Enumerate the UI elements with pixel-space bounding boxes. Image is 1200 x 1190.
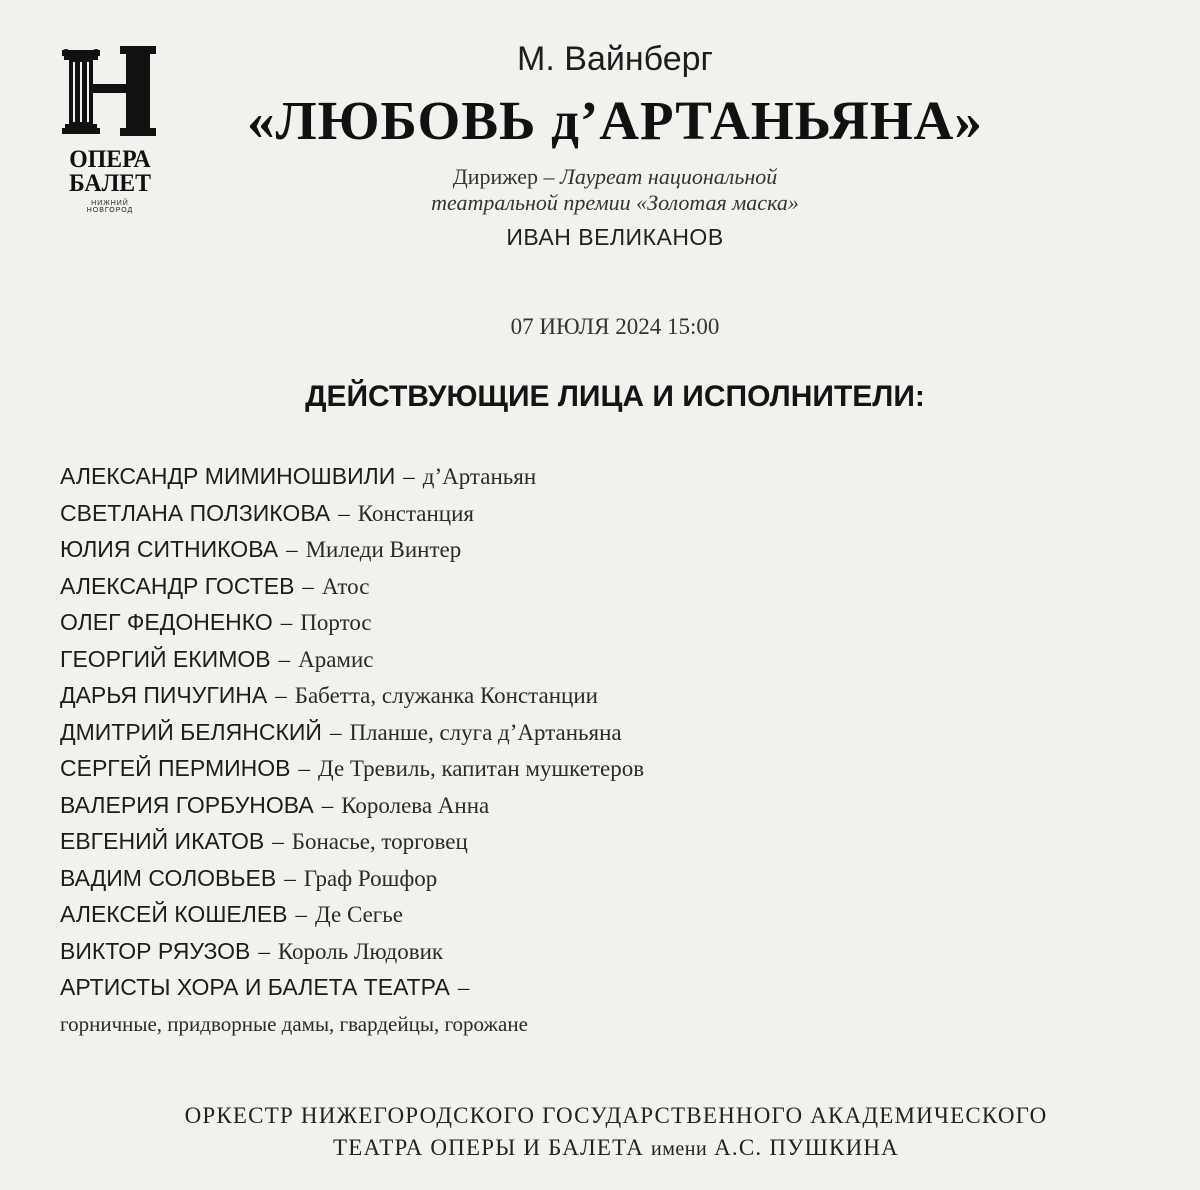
cast-row	[60, 969, 1160, 1006]
program-header	[170, 40, 1060, 251]
performer-name: ЮЛИЯ СИТНИКОВА	[60, 536, 279, 562]
dash: –	[286, 537, 298, 562]
performer-name: ДАРЬЯ ПИЧУГИНА	[60, 682, 268, 708]
role-name: Королева Анна	[341, 792, 490, 818]
dash: –	[403, 464, 415, 489]
opera-title: «ЛЮБОВЬ д’АРТАНЬЯНА»	[247, 90, 983, 151]
laureate-line1: Лауреат национальной	[559, 164, 778, 189]
dash: –	[321, 792, 334, 818]
cast-heading: ДЕЙСТВУЮЩИЕ ЛИЦА И ИСПОЛНИТЕЛИ:	[305, 380, 925, 413]
performer-name: ДМИТРИЙ БЕЛЯНСКИЙ	[60, 718, 322, 745]
performer-name: ЕВГЕНИЙ ИКАТОВ	[60, 828, 265, 854]
dash: –	[298, 756, 310, 781]
role-name: Граф Рошфор	[303, 865, 438, 891]
performer-name: ОЛЕГ ФЕДОНЕНКО	[60, 609, 273, 635]
performer-name: СЕРГЕЙ ПЕРМИНОВ	[60, 755, 291, 781]
orchestra-credit	[0, 1100, 1200, 1165]
role-name: Миледи Винтер	[305, 537, 462, 562]
orchestra-line2-end: А.С. ПУШКИНА	[714, 1135, 899, 1160]
logo-city-line1: НИЖНИЙ	[91, 200, 129, 207]
performer-name: СВЕТЛАНА ПОЛЗИКОВА	[60, 499, 331, 526]
logo-city-line2: НОВГОРОД	[86, 207, 134, 214]
performer-name: ВИКТОР РЯУЗОВ	[60, 937, 251, 964]
chorus-roles: горничные, придворные дамы, гвардейцы, горожане	[60, 1011, 528, 1036]
cast-row	[60, 750, 1160, 787]
role-name: Де Сегье	[315, 902, 403, 927]
cast-row	[60, 604, 1160, 641]
theatre-logo	[60, 42, 160, 214]
composer-name: М. Вайнберг	[517, 40, 713, 78]
cast-row	[60, 568, 1160, 605]
role-name: Портос	[300, 610, 372, 635]
role-name: Планше, слуга д’Артаньяна	[349, 719, 622, 745]
cast-row	[60, 933, 1160, 970]
column-h-logo-icon	[60, 42, 156, 138]
performer-name: ВАДИМ СОЛОВЬЕВ	[60, 864, 277, 891]
conductor-name: ИВАН ВЕЛИКАНОВ	[506, 224, 724, 250]
cast-row	[60, 531, 1160, 568]
orchestra-line1: ОРКЕСТР НИЖЕГОРОДСКОГО ГОСУДАРСТВЕННОГО АКАДЕМИЧЕСКОГО	[184, 1103, 1048, 1128]
performer-name: АЛЕКСАНДР ГОСТЕВ	[60, 572, 295, 599]
cast-row	[60, 495, 1160, 532]
role-name: Король Людовик	[277, 938, 444, 964]
dash: –	[302, 573, 314, 599]
dash: –	[284, 865, 296, 891]
logo-text-ballet: БАЛЕТ	[69, 170, 151, 197]
dash: –	[258, 938, 270, 964]
dash: –	[280, 610, 293, 635]
orchestra-line2-start: ТЕАТРА ОПЕРЫ И БАЛЕТА	[333, 1135, 645, 1160]
conductor-line1	[170, 164, 1060, 190]
cast-list	[60, 458, 1160, 1042]
role-name: д’Артаньян	[422, 464, 537, 489]
cast-row	[60, 787, 1160, 824]
cast-row	[60, 677, 1160, 714]
performer-name: АЛЕКСАНДР МИМИНОШВИЛИ	[60, 463, 396, 489]
dash: –	[295, 902, 308, 927]
conductor-label: Дирижер –	[452, 164, 555, 189]
cast-row	[60, 714, 1160, 751]
role-name: Бонасье, торговец	[291, 829, 468, 854]
role-name: Де Тревиль, капитан мушкетеров	[318, 756, 645, 781]
cast-row	[60, 641, 1160, 678]
orchestra-line2	[0, 1132, 1200, 1165]
dash: –	[457, 975, 470, 1000]
cast-row	[60, 896, 1160, 933]
dash: –	[329, 719, 342, 745]
laureate-line2: театральной премии «Золотая маска»	[431, 190, 799, 215]
role-name: Констанция	[357, 500, 475, 526]
role-name: Бабетта, служанка Констанции	[294, 683, 598, 708]
performance-datetime: 07 ИЮЛЯ 2024 15:00	[510, 314, 720, 339]
dash: –	[272, 829, 284, 854]
performer-name: АЛЕКСЕЙ КОШЕЛЕВ	[60, 901, 288, 927]
cast-row	[60, 458, 1160, 495]
role-name: Арамис	[298, 646, 374, 672]
performer-name: ВАЛЕРИЯ ГОРБУНОВА	[60, 791, 314, 818]
role-name: Атос	[321, 573, 370, 599]
cast-row	[60, 860, 1160, 897]
performer-name: ГЕОРГИЙ ЕКИМОВ	[60, 645, 271, 672]
orchestra-line2-named: имени	[651, 1138, 708, 1160]
dash: –	[278, 646, 291, 672]
dash: –	[275, 683, 287, 708]
conductor-credit	[170, 164, 1060, 216]
cast-row	[60, 823, 1160, 860]
dash: –	[338, 500, 350, 526]
logo-city	[60, 200, 160, 214]
logo-text-opera: ОПЕРА	[69, 146, 151, 173]
performer-name: АРТИСТЫ ХОРА И БАЛЕТА ТЕАТРА	[60, 974, 450, 1000]
